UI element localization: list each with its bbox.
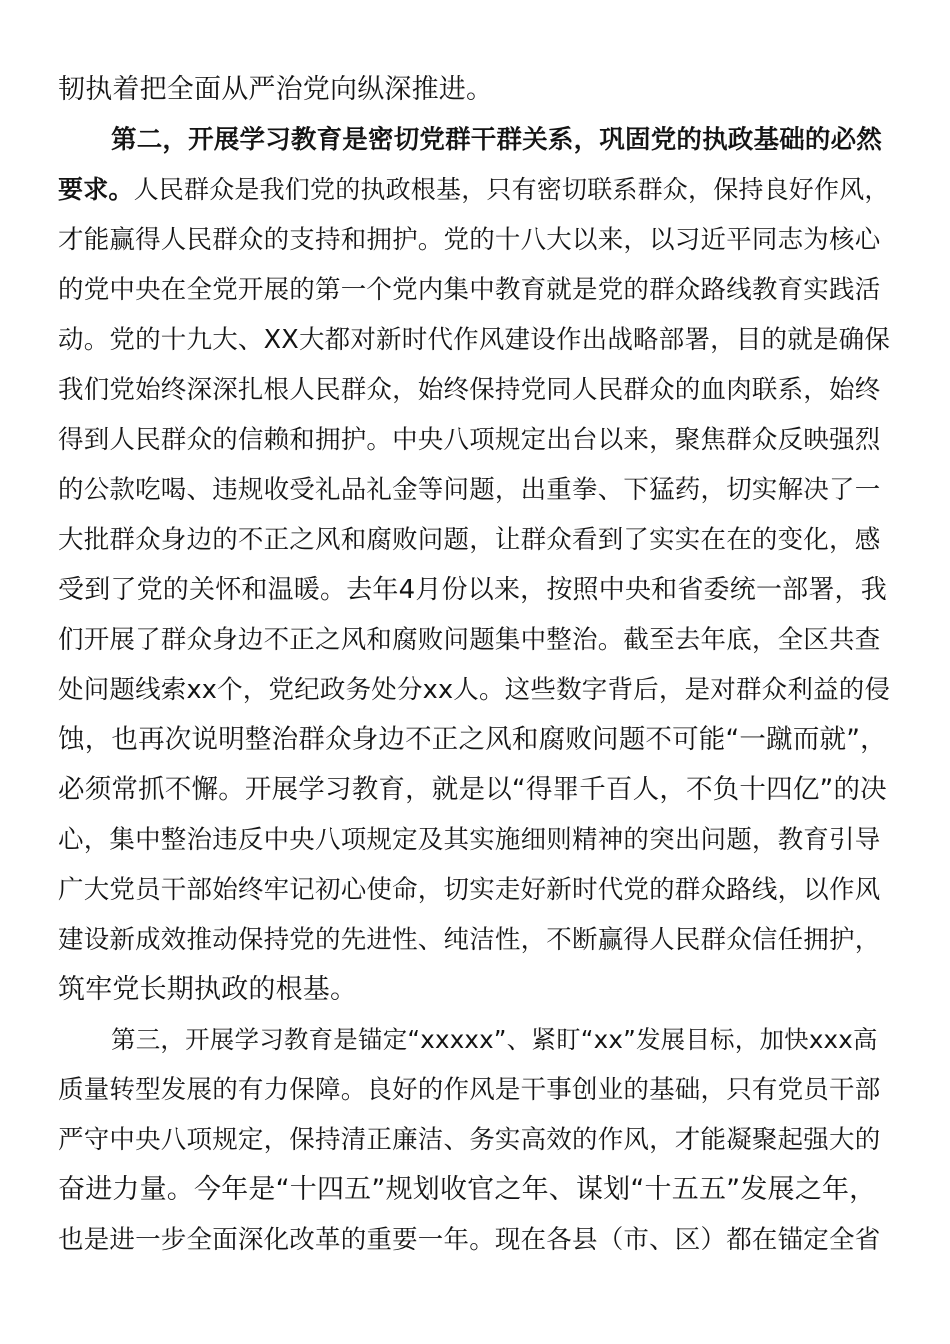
text-line bbox=[58, 1223, 892, 1257]
text-line bbox=[58, 973, 892, 1007]
text-line bbox=[58, 373, 892, 407]
text-span: 奋进力量。今年是“十四五”规划收官之年、谋划“十五五”发展之年， bbox=[58, 1174, 877, 1205]
text-span: 必须常抓不懈。开展学习教育，就是以“得罪千百人，不负十四亿”的决 bbox=[58, 774, 887, 805]
text-line bbox=[58, 423, 892, 457]
text-span: 人民群众是我们党的执政根基，只有密切联系群众，保持良好作风， bbox=[133, 175, 890, 204]
text-line bbox=[58, 173, 892, 207]
text-line bbox=[58, 273, 892, 307]
bold-heading-span: 要求。 bbox=[58, 175, 134, 204]
text-span: 处问题线索xx个，党纪政务处分xx人。这些数字背后，是对群众利益的侵 bbox=[58, 675, 891, 705]
text-span: 动。党的十九大、XX大都对新时代作风建设作出战略部署，目的就是确保 bbox=[58, 325, 891, 355]
text-line bbox=[58, 523, 892, 557]
text-span: 我们党始终深深扎根人民群众，始终保持党同人民群众的血肉联系，始终 bbox=[58, 375, 881, 405]
text-span: 才能赢得人民群众的支持和拥护。党的十八大以来，以习近平同志为核心 bbox=[58, 225, 881, 255]
text-line bbox=[58, 823, 892, 857]
text-span: 第三，开展学习教育是锚定“xxxxx”、紧盯“xx”发展目标，加快xxx高 bbox=[111, 1025, 878, 1054]
text-span: 蚀，也再次说明整治群众身边不正之风和腐败问题不可能“一蹴而就”， bbox=[58, 724, 887, 755]
text-span: 受到了党的关怀和温暖。去年4月份以来，按照中央和省委统一部署，我 bbox=[58, 575, 887, 605]
text-span: 们开展了群众身边不正之风和腐败问题集中整治。截至去年底，全区共查 bbox=[58, 625, 881, 655]
text-line bbox=[58, 1073, 892, 1107]
text-span: 筑牢党长期执政的根基。 bbox=[58, 974, 358, 1005]
text-line bbox=[58, 773, 892, 807]
text-span: 大批群众身边的不正之风和腐败问题，让群众看到了实实在在的变化，感 bbox=[58, 525, 881, 555]
bold-heading-span: 第二，开展学习教育是密切党群干群关系，巩固党的执政基础的必然 bbox=[111, 125, 883, 155]
text-line bbox=[58, 873, 892, 907]
text-line bbox=[58, 1123, 892, 1157]
text-line bbox=[111, 1023, 892, 1057]
text-line bbox=[58, 1173, 892, 1207]
text-line bbox=[58, 573, 892, 607]
text-span: 得到人民群众的信赖和拥护。中央八项规定出台以来，聚焦群众反映强烈 bbox=[58, 425, 881, 455]
text-line bbox=[58, 473, 892, 507]
text-span: 的党中央在全党开展的第一个党内集中教育就是党的群众路线教育实践活 bbox=[58, 275, 881, 305]
text-line bbox=[58, 323, 892, 357]
text-line bbox=[58, 223, 892, 257]
text-span: 也是进一步全面深化改革的重要一年。现在各县（市、区）都在锚定全省 bbox=[58, 1225, 881, 1255]
text-line bbox=[111, 123, 892, 157]
text-span: 的公款吃喝、违规收受礼品礼金等问题，出重拳、下猛药，切实解决了一 bbox=[58, 475, 881, 505]
text-span: 心，集中整治违反中央八项规定及其实施细则精神的突出问题，教育引导 bbox=[58, 825, 881, 855]
text-span: 质量转型发展的有力保障。良好的作风是干事创业的基础，只有党员干部 bbox=[58, 1075, 881, 1105]
text-span: 韧执着把全面从严治党向纵深推进。 bbox=[58, 74, 494, 105]
text-line bbox=[58, 673, 892, 707]
text-line bbox=[58, 723, 892, 757]
text-line bbox=[58, 73, 892, 107]
text-span: 广大党员干部始终牢记初心使命，切实走好新时代党的群众路线，以作风 bbox=[58, 875, 881, 905]
text-span: 严守中央八项规定，保持清正廉洁、务实高效的作风，才能凝聚起强大的 bbox=[58, 1125, 881, 1155]
text-span: 建设新成效推动保持党的先进性、纯洁性，不断赢得人民群众信任拥护， bbox=[58, 925, 881, 955]
text-line bbox=[58, 923, 892, 957]
text-line bbox=[58, 623, 892, 657]
